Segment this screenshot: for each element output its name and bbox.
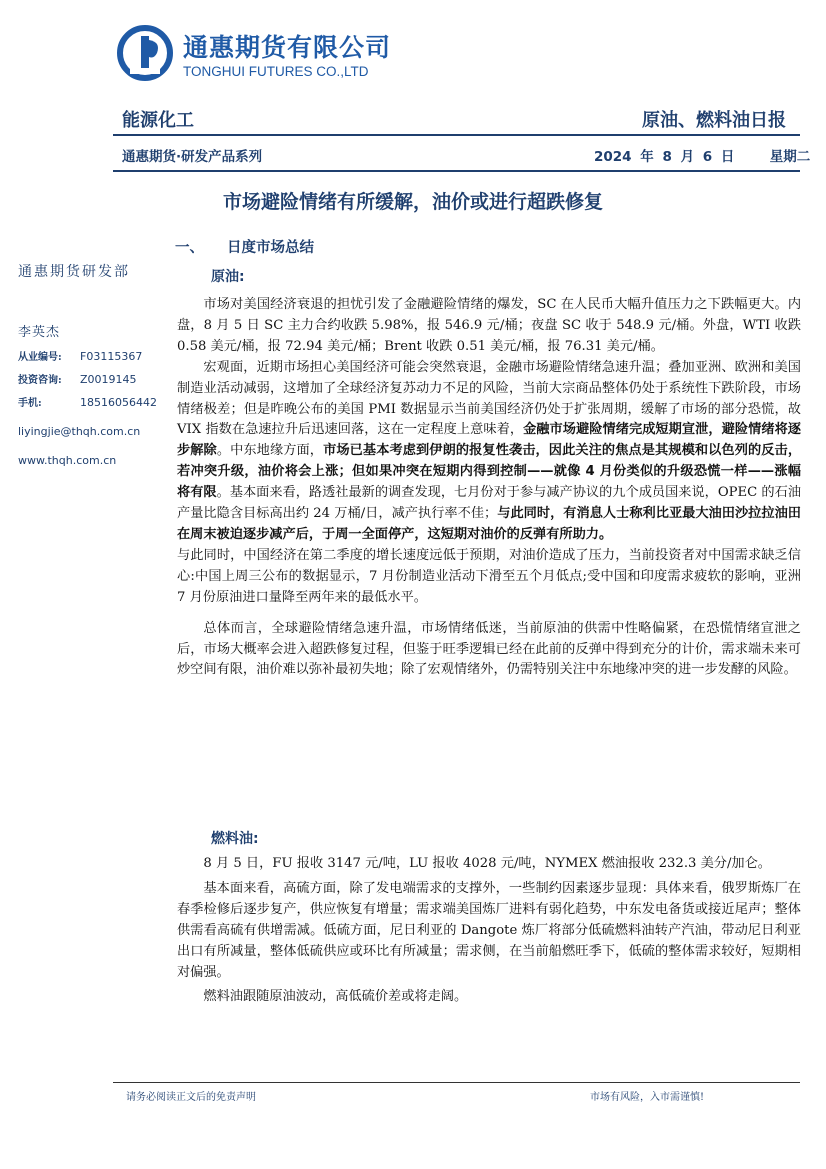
analyst-sidebar: [18, 258, 158, 467]
analyst-name: 李英杰: [18, 325, 61, 340]
research-dept: 通惠期货研发部: [18, 264, 130, 280]
footer-divider: [113, 1082, 800, 1083]
consult-label: 投资咨询:: [18, 375, 62, 386]
fuel-paragraph-3: 燃料油跟随原油波动，高低硫价差或将走阔。: [203, 989, 468, 1005]
report-series: 通惠期货·研发产品系列: [122, 149, 263, 165]
weekday-text: 星期二: [769, 149, 811, 165]
section-number: 一、: [175, 240, 204, 256]
fuel-body: [177, 854, 801, 1008]
analyst-email[interactable]: liyingjie@thqh.com.cn: [18, 425, 141, 438]
consult-row: [18, 371, 158, 386]
phone-value: 18516056442: [80, 396, 157, 409]
crude-heading: 原油:: [211, 269, 245, 285]
phone-row: [18, 394, 158, 409]
company-logo: [116, 24, 174, 82]
fuel-paragraph-1: 8 月 5 日，FU 报收 3147 元/吨，LU 报收 4028 元/吨，NYMEX 燃油报收 232.3 美分/加仑。: [203, 856, 771, 871]
fuel-paragraph-2: 基本面来看，高硫方面，除了发电端需求的支撑外，一些制约因素逐步显现：具体来看，俄罗斯炼厂在春季检修后逐步复产，供应恢复有增量；需求端美国炼厂进料有弱化趋势，中东发电备货或接近尾声；整体供需看高硫有供增需减。低硫方面，尼日利亚的 Dangote 炼厂将部分低硫燃料油转产汽油，带动尼日利亚出口有所减量，整体低硫供应或环比有所减量；需求侧，在当前船燃旺季下，低硫的整体需求较好，短期相对偏强。: [177, 880, 801, 980]
fuel-heading: 燃料油:: [211, 831, 259, 847]
footer-disclaimer: 请务必阅读正文后的免责声明: [126, 1092, 256, 1103]
company-name-cn: 通惠期货有限公司: [183, 33, 392, 62]
crude-body: [177, 295, 801, 681]
company-website[interactable]: www.thqh.com.cn: [18, 454, 117, 467]
crude-paragraph-1: 市场对美国经济衰退的担忧引发了金融避险情绪的爆发，SC 在人民币大幅升值压力之下跌幅更大。内盘，8 月 5 日 SC 主力合约收跌 5.98%，报 546.9 元/桶；夜盘 SC 收于 548.9 元/桶。外盘，WTI 收跌 0.58 美元/桶，报 72.94 美元/桶；Brent 收跌 0.51 美元/桶，报 76.31 美元/桶。: [177, 297, 801, 354]
date-text: 2024 年 8 月 6 日: [594, 149, 735, 165]
report-category: 能源化工: [122, 110, 194, 131]
page-headline: 市场避险情绪有所缓解，油价或进行超跌修复: [222, 191, 603, 213]
header-divider-2: [113, 170, 800, 172]
company-name-en: TONGHUI FUTURES CO.,LTD: [183, 64, 369, 79]
crude-paragraph-4: 总体而言，全球避险情绪急速升温，市场情绪低迷，当前原油的供需中性略偏紧，在恐慌情绪宣泄之后，市场大概率会进入超跌修复过程，但鉴于旺季逻辑已经在此前的反弹中得到充分的计价，需求端未来可炒空间有限，油价难以弥补最初失地；除了宏观情绪外，仍需特别关注中东地缘冲突的进一步发酵的风险。: [177, 620, 801, 678]
license-label: 从业编号:: [18, 352, 62, 363]
crude-p2-text-e: 。基本面来看，路透社最新的调查发现，七月份对于参与减产协议的九个成员国来说，OPEC 的石油产量比隐含目标高出约 24 万桶/日，减产执行率不佳；: [177, 485, 802, 522]
crude-p2-text-c: 。中东地缘方面，: [216, 443, 324, 459]
header-divider: [113, 134, 800, 136]
crude-paragraph-2: [177, 358, 801, 546]
report-date: [594, 145, 810, 165]
crude-p2-text-a: 宏观面，近期市场担心美国经济可能会突然衰退，金融市场避险情绪急速升温；叠加亚洲、欧洲和美国制造业活动减弱，这增加了全球经济复苏动力不足的风险，当前大宗商品整体仍处于系统性下跌阶段，市场情绪极差；但是昨晚公布的美国 PMI 数据显示当前美国经济仍处于扩张周期，缓解了市场的部分恐慌，故 VIX 指数在急速拉升后迅速回落，这在一定程度上意味着，: [177, 359, 801, 438]
phone-label: 手机:: [18, 398, 42, 409]
section-heading: [175, 236, 314, 257]
crude-p2-bold-b: 金融市场避险情绪完成短期宣泄，避险情绪将逐步解除: [177, 422, 801, 459]
report-title: 原油、燃料油日报: [642, 110, 786, 131]
license-row: [18, 348, 158, 363]
footer-risk-note: 市场有风险，入市需谨慎!: [589, 1092, 704, 1103]
section-title: 日度市场总结: [227, 240, 314, 256]
license-value: F03115367: [80, 350, 143, 363]
crude-p2-bold-d: 市场已基本考虑到伊朗的报复性袭击，因此关注的焦点是其规模和以色列的反击，若冲突升级，油价将会上涨；但如果冲突在短期内得到控制——就像 4 月份类似的升级恐慌一样——涨幅将有限: [177, 443, 802, 501]
crude-p2-bold-f: 与此同时，有消息人士称利比亚最大油田沙拉拉油田在周末被迫逐步减产后，于周一全面停产，这短期对油价的反弹有所助力。: [177, 506, 801, 542]
crude-paragraph-3: 与此同时，中国经济在第二季度的增长速度远低于预期，对油价造成了压力，当前投资者对中国需求缺乏信心:中国上周三公布的数据显示，7 月份制造业活动下滑至五个月低点;受中国和印度需求疲软的影响，亚洲 7 月份原油进口量降至两年来的最低水平。: [177, 547, 801, 605]
consult-value: Z0019145: [80, 373, 137, 386]
